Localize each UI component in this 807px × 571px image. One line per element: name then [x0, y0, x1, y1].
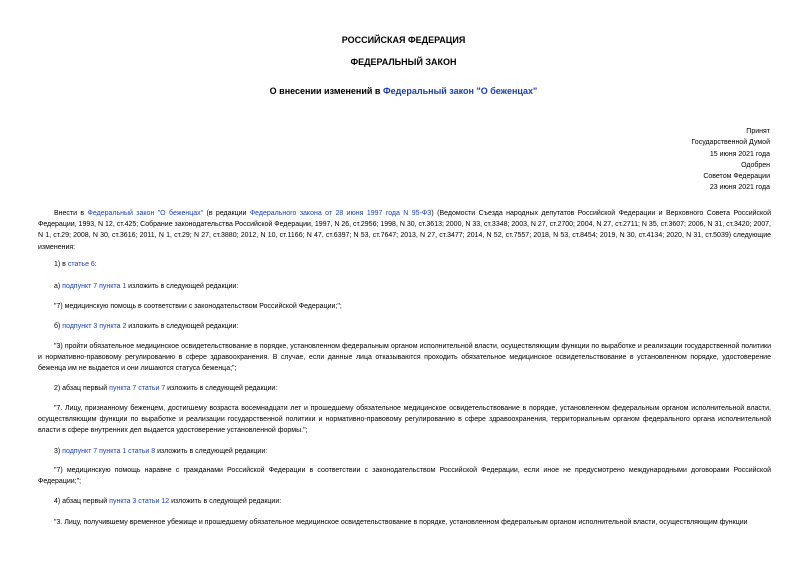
article-link[interactable]: пункта 7 статьи 7 — [109, 385, 166, 392]
intro-text: Внести в — [54, 210, 88, 217]
subparagraph-link[interactable]: подпункт 3 пункта 2 — [62, 323, 127, 330]
refugee-law-link[interactable]: Федеральный закон "О беженцах" — [87, 210, 204, 217]
quote-2: "3) пройти обязательное медицинское освидетельствование в порядке, установленном федеральным органом исполнительной власти, осуществляющим функции по выработке и реализации государственной политики и нормативно-правовому регулированию в сфере здравоохранения. В случае, если данные лица отказываются проходить обязательное медицинское освидетельствование в установленном порядке, удостоверение беженца им не выдается и они лишаются статуса беженца;"; — [38, 343, 771, 373]
item-1b — [38, 321, 771, 332]
item-text: изложить в следующей редакции: — [126, 283, 239, 290]
law-title — [0, 86, 807, 96]
subparagraph-link[interactable]: подпункт 7 пункта 1 — [62, 283, 127, 290]
item-text: : — [94, 261, 97, 268]
item-text: 1) в — [54, 261, 68, 268]
quote-1: "7) медицинскую помощь в соответствии с законодательством Российской Федерации;"; — [54, 303, 342, 310]
law-title-link[interactable]: Федеральный закон "О беженцах" — [382, 86, 538, 96]
intro-text: ) (Ведомости Съезда народных депутатов Российской Федерации и Верховного Совета Российской Федерации, 1993, N 12, ст.425; Собрание законодательства Российской Федерации, 1997, N 26, ст.2956; 1998, N 30, ст.3613; 2000, N 33, ст.3348; 2003, N 27, ст.2700; 2004, N 27, ст.2711; N 35, ст.3607; 2006, N 31, ст.3420; 2007, N 1, ст.29; 2008, N 30, ст.3616; 2011, N 1, ст.29; N 27, ст.3880; 2012, N 10, ст.1166; N 47, ст.6397; N 53, ст.7647; 2013, N 27, ст.3477; 2014, N 52, ст.7557; 2018, N 53, ст.8454; 2019, N 30, ст.4134; 2020, N 31, ст.5039) следующие изменения: — [38, 210, 771, 251]
item-text: изложить в следующей редакции: — [165, 385, 278, 392]
intro-text: (в редакции — [203, 210, 250, 217]
article-link[interactable]: пункта 3 статьи 12 — [109, 498, 170, 505]
quote-5: "3. Лицу, получившему временное убежище и прошедшему обязательное медицинское освидетельствование в порядке, установленном федеральным органом исполнительной власти, осуществляющим функции — [54, 519, 748, 526]
adoption-line: Принят — [746, 128, 770, 135]
item-2 — [38, 383, 771, 394]
adoption-line: Государственной Думой — [691, 139, 770, 147]
item-text: изложить в следующей редакции: — [126, 323, 239, 330]
item-text: 3) — [54, 448, 63, 455]
adoption-line: Одобрен — [741, 161, 770, 169]
law-title-prefix: О внесении изменений в — [269, 86, 383, 96]
item-text: 4) абзац первый — [54, 498, 110, 505]
quote-4: "7) медицинскую помощь наравне с гражданами Российской Федерации в соответствии с законодательством Российской Федерации, если иное не предусмотрено международными договорами Российской Федерации;"; — [38, 467, 771, 486]
item-text: 2) абзац первый — [54, 385, 110, 392]
item-1 — [38, 259, 771, 270]
adoption-line: Советом Федерации — [703, 173, 770, 181]
item-text: а) — [54, 283, 63, 290]
article-link[interactable]: подпункт 7 пункта 1 статьи 8 — [62, 448, 156, 455]
item-text: изложить в следующей редакции: — [169, 498, 282, 505]
amending-law-link[interactable]: Федерального закона от 28 июня 1997 года N 95-ФЗ — [249, 210, 432, 217]
adoption-line: 15 июня 2021 года — [709, 150, 770, 158]
item-text: б) — [54, 323, 63, 330]
quote-3: "7. Лицу, признанному беженцем, достигшему возраста восемнадцати лет и прошедшему обязательное медицинское освидетельствование в порядке, установленном федеральным органом исполнительной власти, осуществляющим функции по выработке и реализации государственной политики и нормативно-правовому регулированию в сфере здравоохранения, территориальным органом федерального органа исполнительной власти в сфере внутренних дел выдается удостоверение установленной формы."; — [38, 405, 771, 435]
article-6-link[interactable]: статье 6 — [67, 261, 95, 268]
intro-paragraph — [38, 208, 771, 253]
item-text: изложить в следующей редакции: — [155, 448, 268, 455]
country-heading: РОССИЙСКАЯ ФЕДЕРАЦИЯ — [341, 35, 466, 45]
item-4 — [38, 496, 771, 507]
law-type-heading: ФЕДЕРАЛЬНЫЙ ЗАКОН — [350, 57, 457, 67]
adoption-block — [691, 126, 770, 194]
item-1a — [38, 281, 771, 292]
adoption-line: 23 июня 2021 года — [709, 184, 770, 192]
item-3 — [38, 446, 771, 457]
